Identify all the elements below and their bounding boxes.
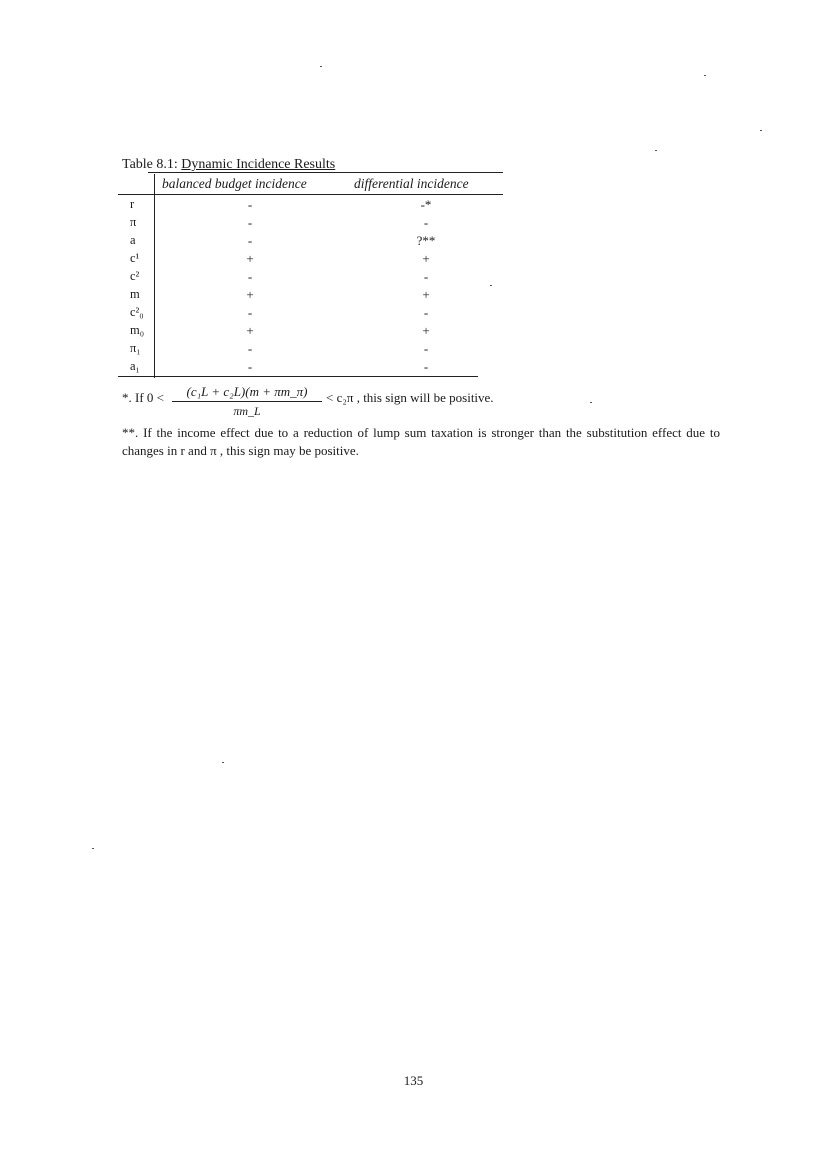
table-header-rule <box>118 194 503 195</box>
table-row <box>118 251 503 269</box>
table-row <box>118 359 503 377</box>
page-number: 135 <box>403 1073 424 1088</box>
table-row <box>118 269 503 287</box>
row-variable: a <box>130 233 136 247</box>
table-row <box>118 323 503 341</box>
row-variable: r <box>130 197 135 211</box>
row-differential-value: + <box>422 323 430 338</box>
table-row <box>118 233 503 251</box>
footnote-1-fraction <box>172 384 322 419</box>
row-differential-value: - <box>423 269 429 284</box>
row-variable: a₁ <box>130 359 140 373</box>
row-differential-value: ?** <box>416 233 436 248</box>
row-balanced-value: - <box>247 215 253 230</box>
row-differential-value: - <box>423 341 429 356</box>
row-variable: c² <box>130 269 140 283</box>
scan-speck <box>704 75 706 76</box>
table-row <box>118 215 503 233</box>
row-balanced-value: + <box>246 287 254 302</box>
scan-speck <box>320 66 322 67</box>
footnote-1-prefix: *. If 0 < <box>122 390 164 405</box>
row-differential-value: - <box>423 215 429 230</box>
row-balanced-value: + <box>246 251 254 266</box>
row-differential-value: + <box>422 251 430 266</box>
row-variable: c²₀ <box>130 305 144 319</box>
scan-speck <box>92 848 94 849</box>
scan-speck <box>590 402 592 403</box>
table-top-rule <box>148 172 503 173</box>
row-variable: m₀ <box>130 323 145 337</box>
table-row <box>118 197 503 215</box>
row-balanced-value: - <box>247 197 253 212</box>
footnote-single-star <box>122 384 742 424</box>
row-differential-value: - <box>423 359 429 374</box>
table-caption <box>122 157 335 173</box>
row-variable: π₁ <box>130 341 141 355</box>
row-balanced-value: - <box>247 233 253 248</box>
row-differential-value: -* <box>420 197 432 212</box>
scan-speck <box>655 150 657 151</box>
row-differential-value: + <box>422 287 430 302</box>
row-differential-value: - <box>423 305 429 320</box>
header-differential: differential incidence <box>354 176 469 191</box>
row-balanced-value: + <box>246 323 254 338</box>
footnote-double-star: **. If the income effect due to a reduction of lump sum taxation is stronger than the substitution effect due to changes in r and π , this sign may be positive. <box>122 425 720 458</box>
caption-prefix: Table 8.1: <box>122 157 182 172</box>
table-row <box>118 305 503 323</box>
row-balanced-value: - <box>247 305 253 320</box>
scan-speck <box>760 130 762 131</box>
row-balanced-value: - <box>247 269 253 284</box>
table-row <box>118 341 503 359</box>
header-balanced-budget: balanced budget incidence <box>162 176 307 191</box>
row-balanced-value: - <box>247 359 253 374</box>
row-variable: m <box>130 287 140 301</box>
fraction-numerator: (c₁L + c₂L)(m + πm_π) <box>172 384 322 402</box>
fraction-denominator: πm_L <box>233 404 261 418</box>
row-balanced-value: - <box>247 341 253 356</box>
scan-speck <box>490 285 492 286</box>
caption-title: Dynamic Incidence Results <box>181 157 336 172</box>
row-variable: π <box>130 215 137 229</box>
scan-speck <box>222 762 224 763</box>
footnote-1-suffix: < c₂π , this sign will be positive. <box>326 390 494 405</box>
row-variable: c¹ <box>130 251 140 265</box>
table-row <box>118 287 503 305</box>
